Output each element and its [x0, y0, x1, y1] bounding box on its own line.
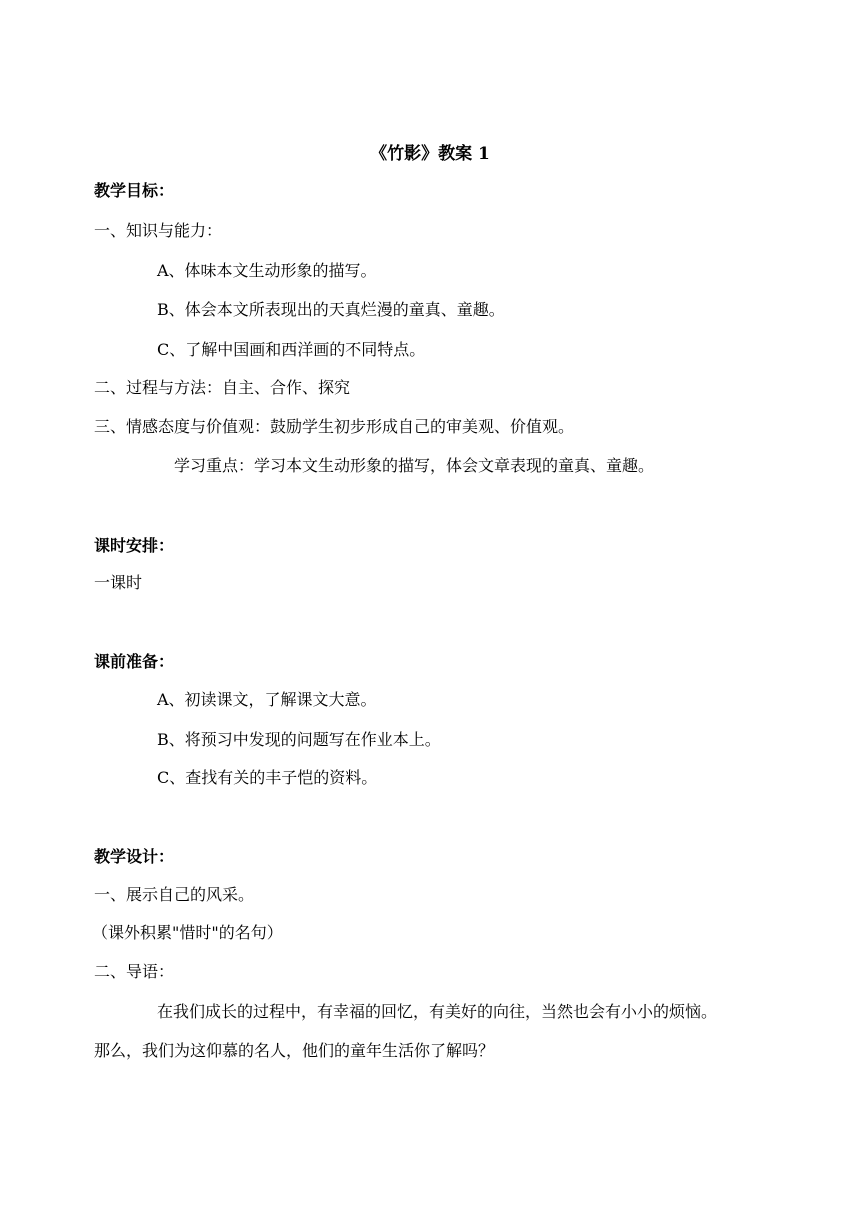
- objectives-item-2: 二、过程与方法：自主、合作、探究: [94, 378, 351, 397]
- schedule-heading: 课时安排：: [94, 536, 175, 555]
- schedule-text: 一课时: [94, 573, 143, 592]
- objectives-sub-c: C、了解中国画和西洋画的不同特点。: [157, 340, 426, 359]
- objectives-sub-b: B、体会本文所表现出的天真烂漫的童真、童趣。: [157, 300, 505, 319]
- design-heading: 教学设计：: [94, 847, 175, 866]
- design-item-2: 二、导语：: [94, 962, 175, 981]
- preparation-item-c: C、查找有关的丰子恺的资料。: [157, 768, 378, 787]
- objectives-heading: 教学目标：: [94, 181, 175, 200]
- objectives-sub-a: A、体味本文生动形象的描写。: [157, 261, 377, 280]
- design-paragraph-line-1: 在我们成长的过程中，有幸福的回忆，有美好的向往，当然也会有小小的烦恼。: [157, 1002, 718, 1021]
- objectives-item-1: 一、知识与能力：: [94, 221, 223, 240]
- objectives-item-3: 三、情感态度与价值观：鼓励学生初步形成自己的审美观、价值观。: [94, 417, 575, 436]
- preparation-heading: 课前准备：: [94, 652, 175, 671]
- design-paragraph-line-2: 那么，我们为这仰慕的名人，他们的童年生活你了解吗？: [94, 1041, 495, 1060]
- document-title: 《竹影》教案 1: [370, 144, 490, 164]
- design-note: （课外积累"惜时"的名句）: [92, 923, 283, 942]
- key-point: 学习重点：学习本文生动形象的描写，体会文章表现的童真、童趣。: [174, 456, 655, 475]
- preparation-item-a: A、初读课文，了解课文大意。: [157, 690, 377, 709]
- design-item-1: 一、展示自己的风采。: [94, 885, 255, 904]
- preparation-item-b: B、将预习中发现的问题写在作业本上。: [157, 730, 441, 749]
